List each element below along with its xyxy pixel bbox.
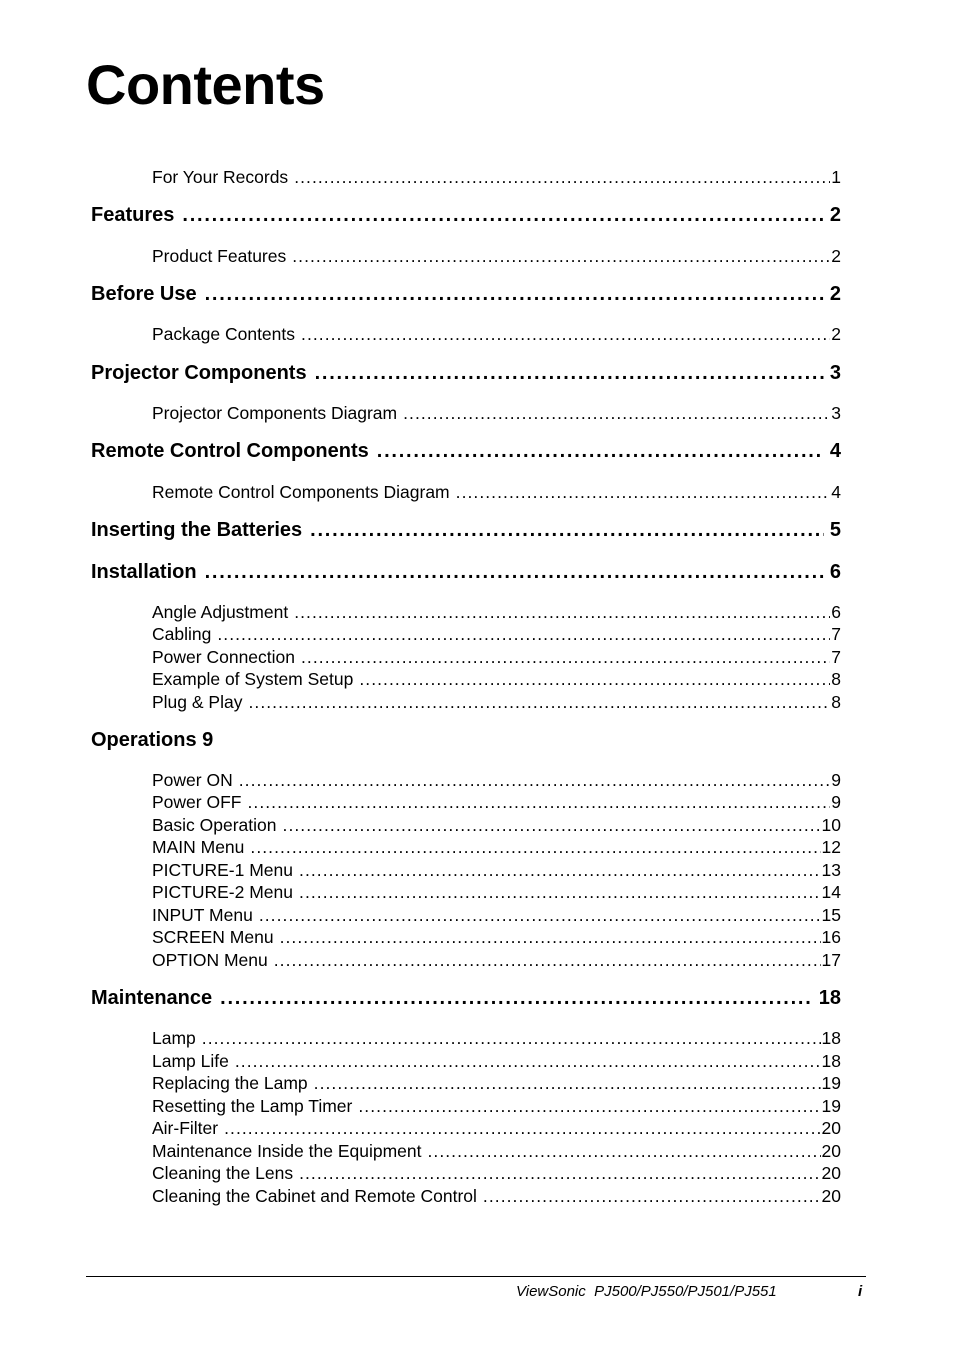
toc-subsection-entry[interactable]	[152, 246, 841, 268]
toc-entry-title: Air-Filter	[152, 1118, 219, 1138]
toc-page-number: 8	[831, 669, 841, 689]
toc-entry-title: Angle Adjustment	[152, 602, 289, 622]
toc-page-number: 6	[831, 602, 841, 622]
toc-dot-leader	[310, 519, 824, 542]
toc-dot-leader	[205, 283, 824, 306]
toc-entry-title: OPTION Menu	[152, 950, 268, 970]
toc-section-entry[interactable]	[91, 519, 841, 545]
toc-page-number: 2	[831, 324, 841, 344]
toc-dot-leader	[358, 1096, 820, 1117]
toc-subsection-entry[interactable]	[152, 324, 841, 346]
toc-subsection-entry[interactable]	[152, 482, 841, 504]
toc-page-number: 20	[821, 1186, 841, 1206]
toc-page-number: 9	[831, 770, 841, 790]
toc-entry-title: PICTURE-1 Menu	[152, 860, 294, 880]
toc-subsection-entry[interactable]	[152, 770, 841, 792]
toc-dot-leader	[224, 1118, 820, 1139]
page-title: Contents	[86, 53, 325, 116]
toc-entry-title: MAIN Menu	[152, 837, 245, 857]
toc-subsection-entry[interactable]	[152, 1118, 841, 1140]
toc-dot-leader	[239, 770, 831, 791]
toc-subsection-entry[interactable]	[152, 647, 841, 669]
toc-page-number: 2	[829, 283, 841, 305]
toc-page-number: 14	[821, 882, 841, 902]
toc-dot-leader	[202, 1028, 821, 1049]
toc-entry-title: Example of System Setup	[152, 669, 354, 689]
toc-entry-title: Operations 9	[91, 729, 214, 751]
toc-page-number: 19	[821, 1073, 841, 1093]
toc-page-number: 2	[831, 246, 841, 266]
toc-page-number: 20	[821, 1141, 841, 1161]
toc-entry-title: Cleaning the Cabinet and Remote Control	[152, 1186, 477, 1206]
toc-section-entry[interactable]	[91, 283, 841, 309]
toc-page-number: 3	[831, 403, 841, 423]
toc-dot-leader	[299, 860, 821, 881]
toc-entry-title: Package Contents	[152, 324, 296, 344]
toc-dot-leader	[274, 950, 821, 971]
toc-subsection-entry[interactable]	[152, 905, 841, 927]
toc-entry-title: SCREEN Menu	[152, 927, 274, 947]
toc-subsection-entry[interactable]	[152, 927, 841, 949]
toc-entry-title: Remote Control Components Diagram	[152, 482, 450, 502]
toc-entry-title: Cabling	[152, 624, 212, 644]
toc-dot-leader	[294, 167, 830, 188]
toc-subsection-entry[interactable]	[152, 1186, 841, 1208]
toc-entry-title: Plug & Play	[152, 692, 243, 712]
toc-subsection-entry[interactable]	[152, 882, 841, 904]
toc-page-number: 5	[829, 519, 841, 541]
toc-entry-title: Power ON	[152, 770, 233, 790]
toc-entry-title: Replacing the Lamp	[152, 1073, 308, 1093]
toc-section-entry[interactable]	[91, 987, 841, 1013]
toc-subsection-entry[interactable]	[152, 950, 841, 972]
toc-page-number: 18	[818, 987, 841, 1009]
toc-dot-leader	[403, 403, 830, 424]
toc-dot-leader	[299, 882, 821, 903]
toc-page-number: 18	[821, 1028, 841, 1048]
toc-page-number: 17	[821, 950, 841, 970]
toc-dot-leader	[217, 624, 830, 645]
toc-subsection-entry[interactable]	[152, 815, 841, 837]
toc-dot-leader	[314, 1073, 821, 1094]
toc-subsection-entry[interactable]	[152, 1141, 841, 1163]
toc-dot-leader	[301, 647, 830, 668]
toc-entry-title: Inserting the Batteries	[91, 519, 303, 541]
toc-page-number: 8	[831, 692, 841, 712]
toc-dot-leader	[205, 561, 824, 584]
toc-entry-title: INPUT Menu	[152, 905, 253, 925]
toc-page-number: 19	[821, 1096, 841, 1116]
toc-entry-title: PICTURE-2 Menu	[152, 882, 294, 902]
toc-dot-leader	[483, 1186, 821, 1207]
toc-entry-title: For Your Records	[152, 167, 289, 187]
toc-subsection-entry[interactable]	[152, 1073, 841, 1095]
toc-page-number: 10	[821, 815, 841, 835]
toc-entry-title: Projector Components Diagram	[152, 403, 398, 423]
toc-dot-leader	[248, 692, 830, 713]
footer-page-number: i	[858, 1283, 863, 1300]
toc-entry-title: Lamp	[152, 1028, 196, 1048]
toc-subsection-entry[interactable]	[152, 1051, 841, 1073]
footer-product-name: ViewSonic PJ500/PJ550/PJ501/PJ551	[516, 1283, 777, 1300]
toc-page-number: 13	[821, 860, 841, 880]
toc-dot-leader	[247, 792, 830, 813]
toc-entry-title: Projector Components	[91, 362, 307, 384]
toc-dot-leader	[427, 1141, 820, 1162]
toc-page-number: 7	[831, 624, 841, 644]
toc-entry-title: Resetting the Lamp Timer	[152, 1096, 353, 1116]
toc-dot-leader	[294, 602, 830, 623]
toc-page-number: 7	[831, 647, 841, 667]
toc-dot-leader	[299, 1163, 820, 1184]
toc-dot-leader	[292, 246, 830, 267]
toc-subsection-entry[interactable]	[152, 167, 841, 189]
toc-subsection-entry[interactable]	[152, 1163, 841, 1185]
toc-dot-leader	[259, 905, 821, 926]
toc-entry-title: Product Features	[152, 246, 287, 266]
toc-entry-title: Power Connection	[152, 647, 295, 667]
toc-entry-title: Installation	[91, 561, 197, 583]
toc-page-number: 18	[821, 1051, 841, 1071]
toc-dot-leader	[220, 987, 813, 1010]
toc-page-number: 9	[831, 792, 841, 812]
toc-page-number: 4	[831, 482, 841, 502]
toc-dot-leader	[377, 440, 824, 463]
toc-section-entry[interactable]	[91, 729, 841, 755]
toc-subsection-entry[interactable]	[152, 1096, 841, 1118]
toc-entry-title: Remote Control Components	[91, 440, 369, 462]
toc-subsection-entry[interactable]	[152, 602, 841, 624]
toc-page-number: 6	[829, 561, 841, 583]
toc-dot-leader	[359, 669, 830, 690]
toc-page-number: 20	[821, 1118, 841, 1138]
toc-entry-title: Features	[91, 204, 175, 226]
toc-subsection-entry[interactable]	[152, 860, 841, 882]
toc-subsection-entry[interactable]	[152, 669, 841, 691]
toc-entry-title: Maintenance Inside the Equipment	[152, 1141, 422, 1161]
toc-subsection-entry[interactable]	[152, 792, 841, 814]
toc-section-entry[interactable]	[91, 362, 841, 388]
toc-page-number: 15	[821, 905, 841, 925]
toc-entry-title: Lamp Life	[152, 1051, 229, 1071]
toc-section-entry[interactable]	[91, 561, 841, 587]
toc-subsection-entry[interactable]	[152, 624, 841, 646]
toc-subsection-entry[interactable]	[152, 837, 841, 859]
toc-dot-leader	[250, 837, 820, 858]
toc-subsection-entry[interactable]	[152, 1028, 841, 1050]
toc-dot-leader	[182, 204, 824, 227]
toc-page-number: 20	[821, 1163, 841, 1183]
footer-divider	[86, 1276, 866, 1277]
toc-entry-title: Cleaning the Lens	[152, 1163, 294, 1183]
toc-dot-leader	[235, 1051, 821, 1072]
toc-subsection-entry[interactable]	[152, 692, 841, 714]
toc-entry-title: Power OFF	[152, 792, 242, 812]
toc-dot-leader	[301, 324, 830, 345]
toc-dot-leader	[283, 815, 821, 836]
toc-dot-leader	[315, 362, 824, 385]
toc-page-number: 12	[821, 837, 841, 857]
toc-entry-title: Basic Operation	[152, 815, 277, 835]
toc-dot-leader	[456, 482, 831, 503]
toc-page-number: 16	[821, 927, 841, 947]
toc-entry-title: Maintenance	[91, 987, 213, 1009]
toc-page-number: 4	[829, 440, 841, 462]
toc-subsection-entry[interactable]	[152, 403, 841, 425]
toc-section-entry[interactable]	[91, 440, 841, 466]
toc-page-number: 3	[829, 362, 841, 384]
toc-section-entry[interactable]	[91, 204, 841, 230]
toc-page-number: 1	[831, 167, 841, 187]
toc-entry-title: Before Use	[91, 283, 197, 305]
toc-dot-leader	[280, 927, 821, 948]
toc-page-number: 2	[829, 204, 841, 226]
